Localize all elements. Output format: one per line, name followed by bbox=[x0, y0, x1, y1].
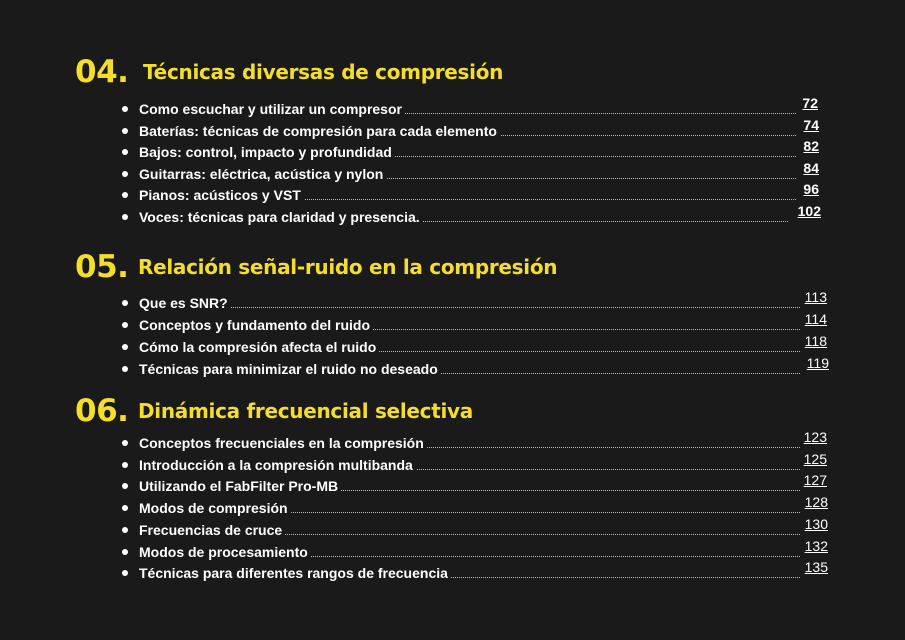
dot-leader bbox=[160, 307, 800, 308]
toc-entry[interactable] bbox=[0, 472, 905, 497]
toc-entry[interactable] bbox=[0, 289, 905, 314]
toc-entry-label: Guitarras: eléctrica, acústica y nylon bbox=[139, 163, 386, 185]
page-number-link[interactable]: 72 bbox=[802, 95, 818, 111]
toc-entry[interactable] bbox=[0, 138, 905, 163]
section-title: Relación señal-ruido en la compresión bbox=[138, 255, 558, 279]
toc-entry-label: Utilizando el FabFilter Pro-MB bbox=[139, 475, 341, 497]
toc-entry[interactable] bbox=[0, 494, 905, 519]
toc-entry[interactable] bbox=[0, 355, 905, 380]
toc-entry-label: Como escuchar y utilizar un compresor bbox=[139, 98, 405, 120]
page-number-link[interactable]: 113 bbox=[804, 289, 827, 305]
toc-entry-label: Baterías: técnicas de compresión para cada elemento bbox=[139, 120, 500, 142]
toc-entry[interactable] bbox=[0, 429, 905, 454]
bullet-icon bbox=[122, 128, 128, 134]
bullet-icon bbox=[122, 192, 128, 198]
toc-entry-label: Voces: técnicas para claridad y presencia. bbox=[139, 206, 423, 228]
toc-entry-label: Frecuencias de cruce bbox=[139, 519, 285, 541]
toc-entry-label: Que es SNR? bbox=[139, 292, 231, 314]
page-number-link[interactable]: 82 bbox=[803, 138, 819, 155]
toc-entry-label: Modos de compresión bbox=[139, 497, 291, 519]
page-number-link[interactable]: 96 bbox=[803, 181, 819, 198]
toc-entry[interactable] bbox=[0, 159, 905, 185]
page-number-link[interactable]: 119 bbox=[806, 355, 829, 371]
bullet-icon bbox=[122, 570, 128, 576]
section-number: 05. bbox=[75, 249, 129, 285]
bullet-icon bbox=[122, 505, 128, 511]
page-number-link[interactable]: 118 bbox=[804, 333, 827, 349]
toc-entry-label: Cómo la compresión afecta el ruido bbox=[139, 336, 379, 358]
page-number-link[interactable]: 132 bbox=[804, 537, 828, 554]
toc-entry[interactable] bbox=[0, 181, 905, 206]
bullet-icon bbox=[122, 106, 128, 112]
bullet-icon bbox=[122, 440, 128, 446]
toc-entry[interactable] bbox=[0, 515, 905, 541]
bullet-icon bbox=[122, 366, 128, 372]
bullet-icon bbox=[122, 527, 128, 533]
toc-entry[interactable] bbox=[0, 333, 905, 358]
page-number-link[interactable]: 114 bbox=[804, 311, 827, 327]
bullet-icon bbox=[122, 344, 128, 350]
toc-entry[interactable] bbox=[0, 450, 905, 476]
toc-entry-label: Bajos: control, impacto y profundidad bbox=[139, 141, 395, 163]
bullet-icon bbox=[122, 549, 128, 555]
toc-entry-label: Introducción a la compresión multibanda bbox=[139, 454, 416, 476]
toc-entry-label: Técnicas para diferentes rangos de frecuencia bbox=[139, 562, 451, 584]
page-number-link[interactable]: 102 bbox=[797, 203, 821, 219]
bullet-icon bbox=[122, 214, 128, 220]
section-title: Dinámica frecuencial selectiva bbox=[138, 399, 473, 423]
page-number-link[interactable]: 135 bbox=[804, 559, 828, 576]
toc-entry[interactable] bbox=[0, 116, 905, 142]
bullet-icon bbox=[122, 171, 128, 177]
toc-entry-label: Conceptos y fundamento del ruido bbox=[139, 314, 373, 336]
bullet-icon bbox=[122, 149, 128, 155]
toc-entry-label: Técnicas para minimizar el ruido no deseado bbox=[139, 358, 441, 380]
toc-entry-label: Pianos: acústicos y VST bbox=[139, 184, 304, 206]
bullet-icon bbox=[122, 300, 128, 306]
page-number-link[interactable]: 74 bbox=[803, 116, 819, 133]
page-number-link[interactable]: 130 bbox=[804, 515, 828, 532]
page-number-link[interactable]: 84 bbox=[803, 159, 819, 176]
bullet-icon bbox=[122, 462, 128, 468]
bullet-icon bbox=[122, 322, 128, 328]
toc-entry[interactable] bbox=[0, 311, 905, 336]
toc-entry[interactable] bbox=[0, 559, 905, 584]
section-title: Técnicas diversas de compresión bbox=[143, 60, 504, 84]
bullet-icon bbox=[122, 483, 128, 489]
toc-entry[interactable] bbox=[0, 203, 905, 228]
page-number-link[interactable]: 128 bbox=[804, 494, 828, 511]
toc-entry[interactable] bbox=[0, 537, 905, 563]
page-number-link[interactable]: 127 bbox=[803, 472, 827, 489]
toc-entry-label: Conceptos frecuenciales en la compresión bbox=[139, 432, 427, 454]
toc-entry[interactable] bbox=[0, 95, 905, 120]
page-number-link[interactable]: 123 bbox=[803, 429, 827, 445]
section-number: 06. bbox=[75, 393, 129, 429]
section-number: 04. bbox=[75, 54, 129, 90]
page-number-link[interactable]: 125 bbox=[803, 450, 827, 467]
toc-entry-label: Modos de procesamiento bbox=[139, 541, 311, 563]
